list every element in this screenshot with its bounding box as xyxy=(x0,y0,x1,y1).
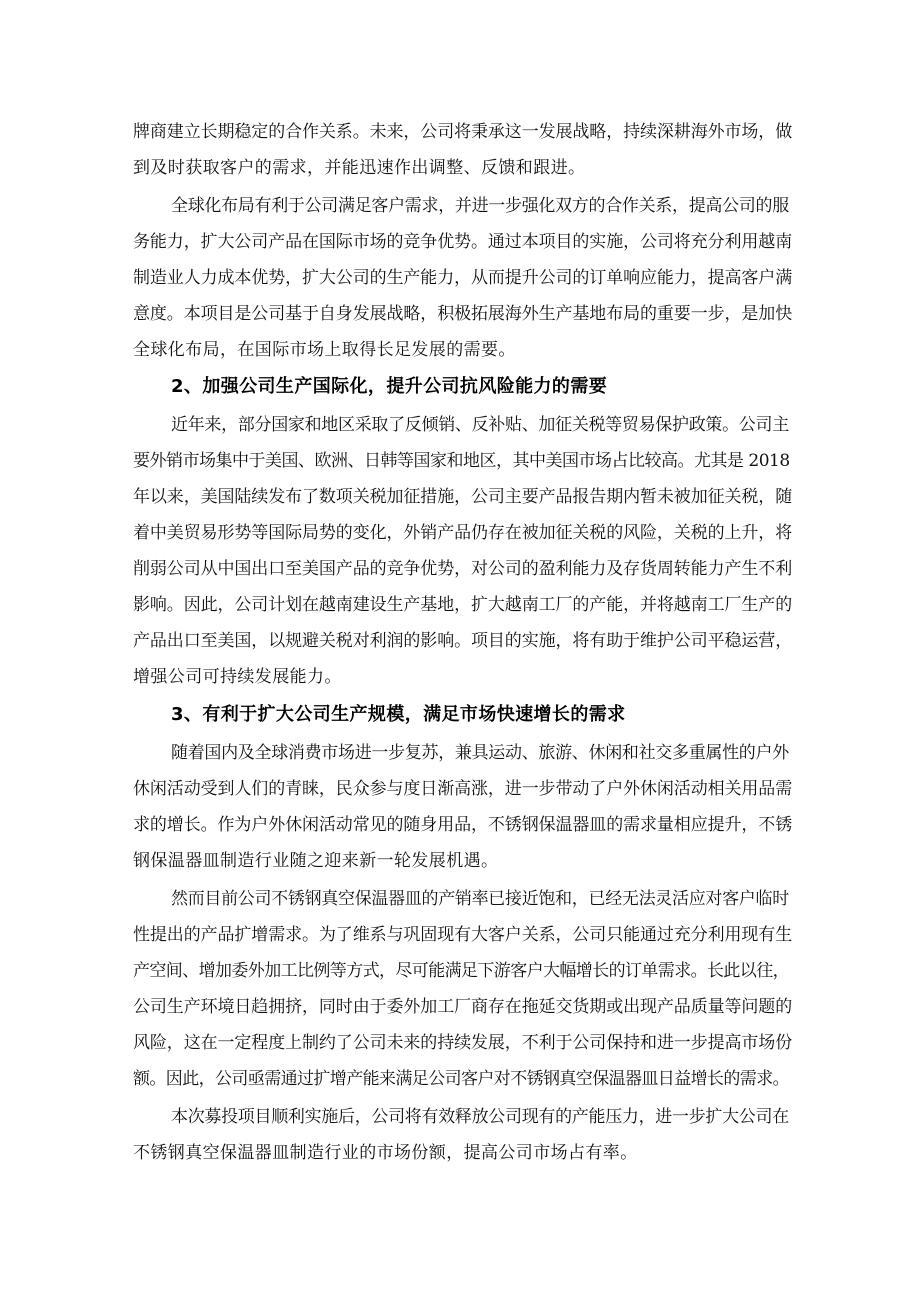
paragraph-line: 影响。因此，公司计划在越南建设生产基地，扩大越南工厂的产能，并将越南工厂生产的 xyxy=(133,595,793,615)
paragraph-line: 性提出的产品扩增需求。为了维系与巩固现有大客户关系，公司只能通过充分利用现有生 xyxy=(133,925,793,945)
paragraph-line: 随着国内及全球消费市场进一步复苏，兼具运动、旅游、休闲和社交多重属性的户外 xyxy=(171,743,789,763)
paragraph-line: 全球化布局有利于公司满足客户需求，并进一步强化双方的合作关系，提高公司的服 xyxy=(171,196,789,216)
paragraph-line: 到及时获取客户的需求，并能迅速作出调整、反馈和跟进。 xyxy=(133,158,586,178)
paragraph-line: 产品出口至美国，以规避关税对利润的影响。项目的实施，将有助于维护公司平稳运营， xyxy=(133,631,793,651)
paragraph-line: 不锈钢真空保温器皿制造行业的市场份额，提高公司市场占有率。 xyxy=(133,1143,638,1163)
paragraph-line: 全球化布局，在国际市场上取得长足发展的需要。 xyxy=(133,340,516,360)
paragraph-line: 意度。本项目是公司基于自身发展战略，积极拓展海外生产基地布局的重要一步，是加快 xyxy=(133,304,793,324)
paragraph-line: 然而目前公司不锈钢真空保温器皿的产销率已接近饱和，已经无法灵活应对客户临时 xyxy=(171,889,789,909)
paragraph-line: 牌商建立长期稳定的合作关系。未来，公司将秉承这一发展战略，持续深耕海外市场，做 xyxy=(133,122,793,142)
paragraph-line: 务能力，扩大公司产品在国际市场的竞争优势。通过本项目的实施，公司将充分利用越南 xyxy=(133,232,793,252)
paragraph-line: 钢保温器皿制造行业随之迎来新一轮发展机遇。 xyxy=(133,851,499,871)
paragraph-line: 年以来，美国陆续发布了数项关税加征措施，公司主要产品报告期内暂未被加征关税，随 xyxy=(133,487,793,507)
paragraph-line: 着中美贸易形势等国际局势的变化，外销产品仍存在被加征关税的风险，关税的上升，将 xyxy=(133,523,793,543)
paragraph-line: 额。因此，公司亟需通过扩增产能来满足公司客户对不锈钢真空保温器皿日益增长的需求。 xyxy=(133,1069,789,1089)
paragraph-line: 公司生产环境日趋拥挤，同时由于委外加工厂商存在拖延交货期或出现产品质量等问题的 xyxy=(133,997,793,1017)
paragraph-line: 本次募投项目顺利实施后，公司将有效释放公司现有的产能压力，进一步扩大公司在 xyxy=(171,1107,789,1127)
paragraph-line: 休闲活动受到人们的青睐，民众参与度日渐高涨，进一步带动了户外休闲活动相关用品需 xyxy=(133,779,793,799)
paragraph-line: 风险，这在一定程度上制约了公司未来的持续发展，不利于公司保持和进一步提高市场份 xyxy=(133,1033,793,1053)
paragraph-line: 增强公司可持续发展能力。 xyxy=(133,667,342,687)
section-heading: 3、有利于扩大公司生产规模，满足市场快速增长的需求 xyxy=(171,704,626,725)
section-heading: 2、加强公司生产国际化，提升公司抗风险能力的需要 xyxy=(171,376,608,397)
paragraph-line: 制造业人力成本优势，扩大公司的生产能力，从而提升公司的订单响应能力，提高客户满 xyxy=(133,268,793,288)
paragraph-line: 求的增长。作为户外休闲活动常见的随身用品，不锈钢保温器皿的需求量相应提升，不锈 xyxy=(133,815,793,835)
paragraph-line: 产空间、增加委外加工比例等方式，尽可能满足下游客户大幅增长的订单需求。长此以往， xyxy=(133,961,789,981)
paragraph-line: 要外销市场集中于美国、欧洲、日韩等国家和地区，其中美国市场占比较高。尤其是 2018 xyxy=(133,451,790,471)
paragraph-line: 削弱公司从中国出口至美国产品的竞争优势，对公司的盈利能力及存货周转能力产生不利 xyxy=(133,559,793,579)
paragraph-line: 近年来，部分国家和地区采取了反倾销、反补贴、加征关税等贸易保护政策。公司主 xyxy=(171,415,789,435)
